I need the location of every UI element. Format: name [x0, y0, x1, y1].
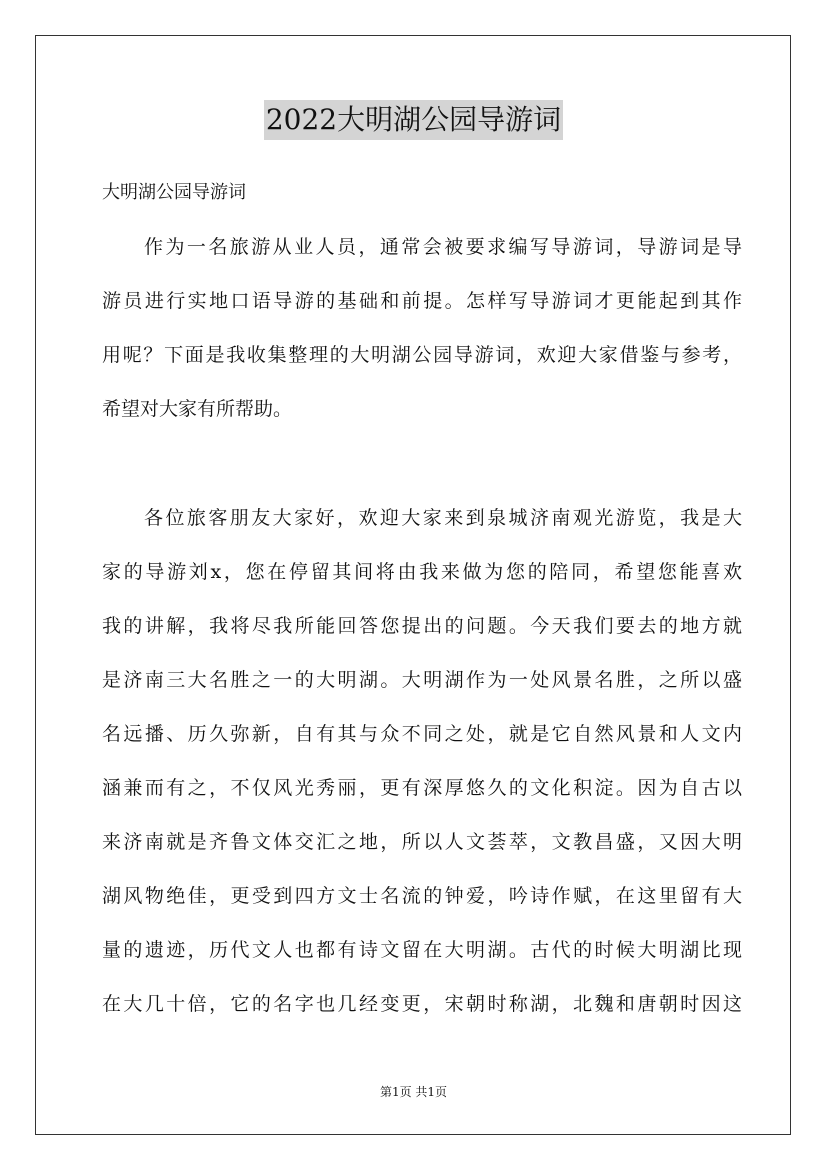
paragraph-line: 我的讲解，我将尽我所能回答您提出的问题。今天我们要去的地方就	[102, 615, 742, 637]
title-container	[0, 100, 827, 140]
paragraph-line: 湖风物绝佳，更受到四方文士名流的钟爱，吟诗作赋，在这里留有大	[102, 885, 742, 907]
page-number-footer: 第1页 共1页	[379, 1085, 448, 1099]
paragraph-line: 名远播、历久弥新，自有其与众不同之处，就是它自然风景和人文内	[102, 723, 742, 745]
paragraph-intro	[102, 232, 742, 448]
paragraph-line: 是济南三大名胜之一的大明湖。大明湖作为一处风景名胜，之所以盛	[102, 669, 742, 691]
paragraph-line: 用呢？下面是我收集整理的大明湖公园导游词，欢迎大家借鉴与参考，	[102, 344, 742, 366]
paragraph-body	[102, 503, 742, 1043]
document-subtitle: 大明湖公园导游词	[102, 182, 246, 203]
paragraph-line: 各位旅客朋友大家好，欢迎大家来到泉城济南观光游览，我是大	[144, 507, 742, 529]
paragraph-line: 游员进行实地口语导游的基础和前提。怎样写导游词才更能起到其作	[102, 290, 742, 312]
paragraph-line: 量的遗迹，历代文人也都有诗文留在大明湖。古代的时候大明湖比现	[102, 939, 742, 961]
paragraph-line: 在大几十倍，它的名字也几经变更，宋朝时称湖，北魏和唐朝时因这	[102, 993, 742, 1015]
document-title: 2022大明湖公园导游词	[264, 100, 563, 140]
paragraph-line: 来济南就是齐鲁文体交汇之地，所以人文荟萃，文教昌盛，又因大明	[102, 831, 742, 853]
paragraph-line: 希望对大家有所帮助。	[102, 398, 293, 420]
paragraph-line: 家的导游刘x，您在停留其间将由我来做为您的陪同，希望您能喜欢	[102, 561, 742, 583]
paragraph-line: 涵兼而有之，不仅风光秀丽，更有深厚悠久的文化积淀。因为自古以	[102, 777, 742, 799]
paragraph-line: 作为一名旅游从业人员，通常会被要求编写导游词，导游词是导	[144, 236, 742, 258]
